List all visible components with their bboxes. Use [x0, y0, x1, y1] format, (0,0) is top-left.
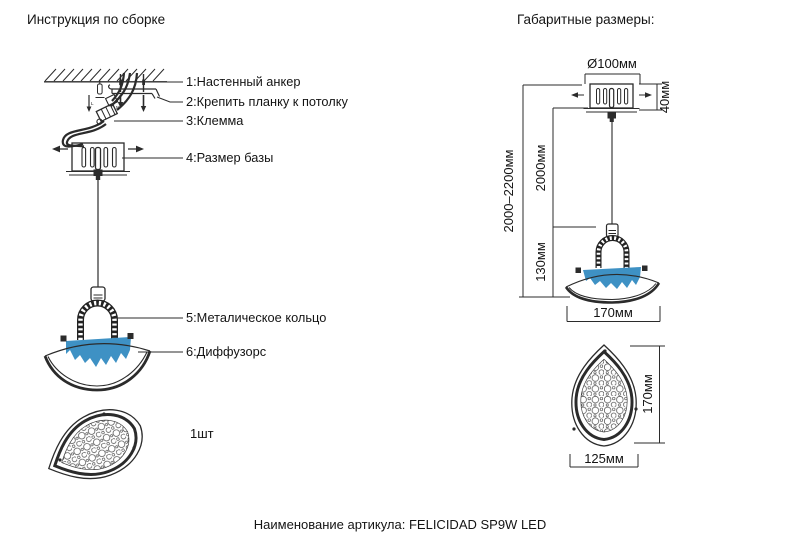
screw-icon	[87, 81, 105, 113]
svg-text:2000мм: 2000мм	[533, 144, 548, 192]
ceiling	[44, 69, 167, 82]
shade-screw-dot	[102, 412, 105, 415]
step-label-2: 2:Крепить планку к потолку	[186, 94, 348, 109]
diffuser-clip-left	[576, 268, 582, 274]
cord-grip-nut	[96, 176, 100, 180]
canopy-arrow-right	[645, 92, 652, 98]
screw-head-right	[141, 106, 146, 112]
canopy-slot	[597, 89, 600, 105]
svg-text:170мм: 170мм	[593, 305, 633, 320]
step-label-6: 6:Диффузорс	[186, 344, 267, 359]
crystal-elements	[66, 337, 131, 367]
step-label-5: 5:Металическое кольцо	[186, 310, 327, 325]
pendant-side-view	[566, 122, 659, 303]
base-slot	[91, 148, 95, 168]
shade-screw-dot	[634, 407, 637, 410]
ring-arch	[81, 303, 115, 340]
dim-canopy-height	[639, 81, 672, 113]
dim-canopy-diameter	[585, 56, 640, 84]
step-label-4: 4:Размер базы	[186, 150, 274, 165]
canopy-flange	[584, 109, 640, 113]
dim-cord-length	[533, 108, 596, 297]
shade-screw-dot	[58, 458, 61, 461]
ceiling-hatch-lines	[45, 69, 164, 81]
diffuser	[45, 333, 150, 390]
step-label-1: 1:Настенный анкер	[186, 74, 301, 89]
base-box	[52, 143, 144, 180]
right-section-title: Габаритные размеры:	[517, 12, 655, 27]
canopy-slot	[625, 89, 628, 105]
leader-lines	[114, 82, 183, 352]
base-slot	[104, 148, 108, 168]
assembly-diagram	[27, 12, 348, 498]
screw-shafts	[121, 95, 144, 107]
dimensions-diagram	[501, 12, 672, 467]
dim-pendant-width	[567, 305, 660, 322]
diffuser-clip-right	[642, 266, 648, 272]
canopy-cord-grip	[608, 112, 617, 119]
cord-grip	[94, 170, 103, 177]
canopy-arrow-left	[571, 92, 578, 98]
quantity-label: 1шт	[190, 426, 214, 441]
canopy-slot	[604, 89, 607, 105]
article-name: Наименование артикула: FELICIDAD SP9W LED	[253, 517, 547, 532]
anchor-tip-right	[142, 80, 145, 86]
step-label-3: 3:Клемма	[186, 113, 244, 128]
shade-screw-dot	[572, 427, 575, 430]
shade-screw-dot	[132, 446, 135, 449]
svg-text:40мм: 40мм	[657, 80, 672, 114]
svg-text:125мм: 125мм	[584, 451, 624, 466]
diffuser-clip-right	[128, 333, 134, 339]
svg-text:Ø100мм: Ø100мм	[587, 56, 637, 71]
shade-bottom-view	[35, 397, 154, 498]
base-rod	[96, 148, 101, 170]
wire-marking-n: N	[116, 105, 120, 110]
base-slot	[82, 148, 86, 168]
diffuser-clip-left	[61, 336, 67, 342]
left-section-title: Инструкция по сборке	[27, 12, 166, 27]
canopy-cord-grip-nut	[610, 119, 614, 123]
shade-screw-dot	[603, 349, 606, 352]
canopy-slot	[618, 89, 621, 105]
ring-connector	[91, 287, 105, 301]
canopy-rod	[610, 89, 614, 108]
svg-text:2000–2200мм: 2000–2200мм	[501, 149, 516, 233]
metal-ring	[81, 287, 115, 340]
canopy	[571, 84, 652, 122]
svg-text:170мм: 170мм	[640, 374, 655, 414]
dim-shade-width	[570, 451, 638, 467]
expand-arrow-left	[52, 146, 60, 153]
shade-front-view	[572, 345, 636, 446]
expand-arrow-right	[136, 146, 144, 153]
wire-marking-l: L	[91, 101, 94, 106]
dim-pendant-height: 130мм	[533, 242, 548, 282]
ring-arch-bands	[599, 238, 627, 268]
base-slot	[113, 148, 117, 168]
